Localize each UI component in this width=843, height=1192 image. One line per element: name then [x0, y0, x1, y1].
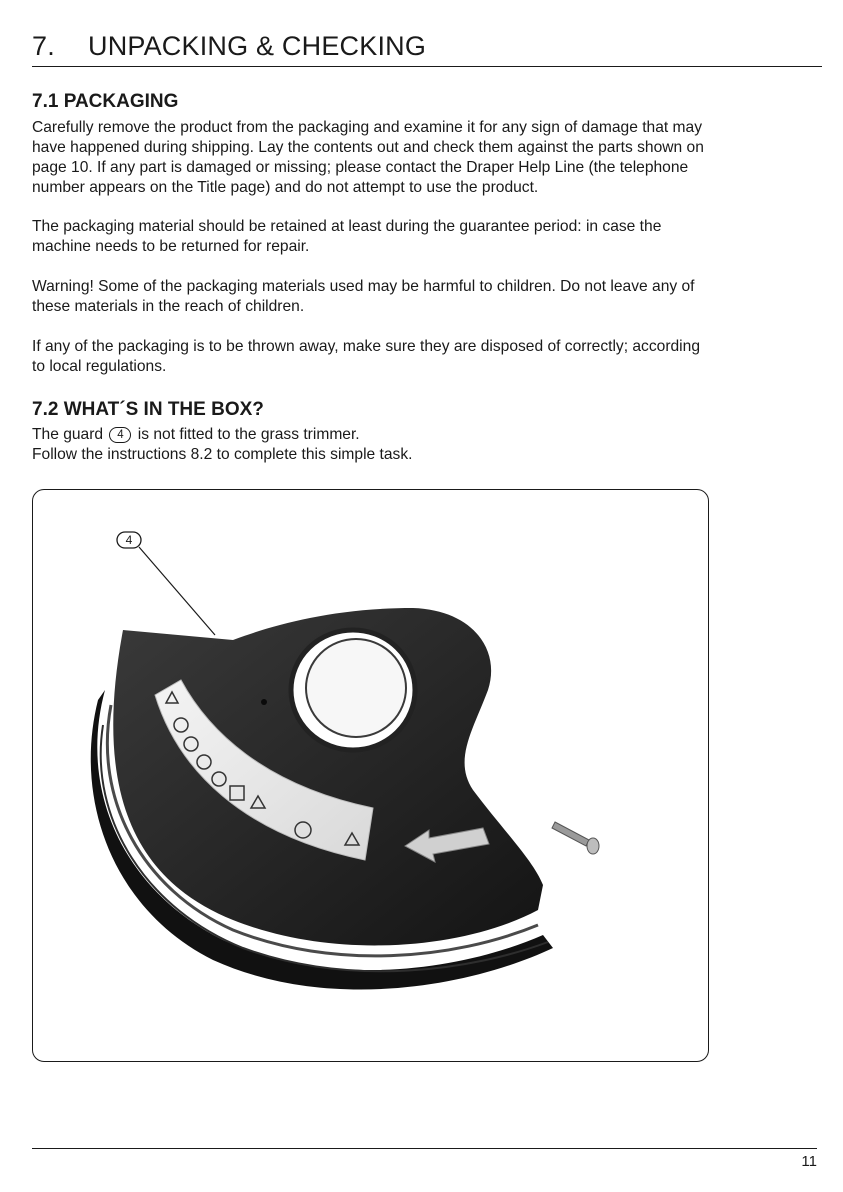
text-line: number appears on the Title page) and do not attempt to use the product. [32, 179, 539, 196]
text-line: Carefully remove the product from the packaging and examine it for any sign of damage that may [32, 119, 703, 136]
text-line: The packaging material should be retained at least during the guarantee period: in case the [32, 218, 662, 235]
guard-text: The guard [32, 426, 104, 443]
leader-line [139, 547, 215, 635]
text-line: Warning! Some of the packaging materials used may be harmful to children. Do not leave any of [32, 278, 695, 295]
page-number: 11 [801, 1153, 817, 1170]
text-line: machine needs to be returned for repair. [32, 238, 310, 255]
screw-hole [261, 699, 267, 705]
text-line: have happened during shipping. Lay the contents out and check them against the parts shown on [32, 139, 704, 156]
text-line: to local regulations. [32, 358, 167, 375]
part-callout: 4 [109, 427, 131, 443]
screw-icon [552, 822, 599, 854]
mounting-hole-inner [306, 639, 406, 737]
packaging-warning-paragraph [32, 277, 822, 317]
text-line: these materials in the reach of children. [32, 298, 305, 315]
packaging-disposal-paragraph [32, 337, 822, 377]
text-line [32, 425, 822, 445]
figure-callout-label: 4 [125, 533, 133, 547]
chapter-number: 7. [32, 31, 55, 61]
footer-rule [32, 1148, 817, 1149]
chapter-heading [32, 28, 822, 67]
text-line: If any of the packaging is to be thrown away, make sure they are disposed of correctly; according [32, 338, 700, 355]
section-heading-packaging: 7.1 PACKAGING [32, 91, 179, 112]
section-heading-box: 7.2 WHAT´S IN THE BOX? [32, 399, 264, 420]
guard-figure [32, 489, 709, 1062]
box-paragraph [32, 425, 822, 465]
guard-illustration [33, 490, 709, 1062]
not-fitted-text: is not fitted to the grass trimmer. [137, 426, 360, 443]
text-line: Follow the instructions 8.2 to complete this simple task. [32, 446, 413, 463]
text-line: page 10. If any part is damaged or missing; please contact the Draper Help Line (the telephone [32, 159, 689, 176]
chapter-title: UNPACKING & CHECKING [88, 31, 427, 61]
packaging-paragraph-1 [32, 118, 822, 198]
packaging-paragraph-2 [32, 217, 822, 257]
